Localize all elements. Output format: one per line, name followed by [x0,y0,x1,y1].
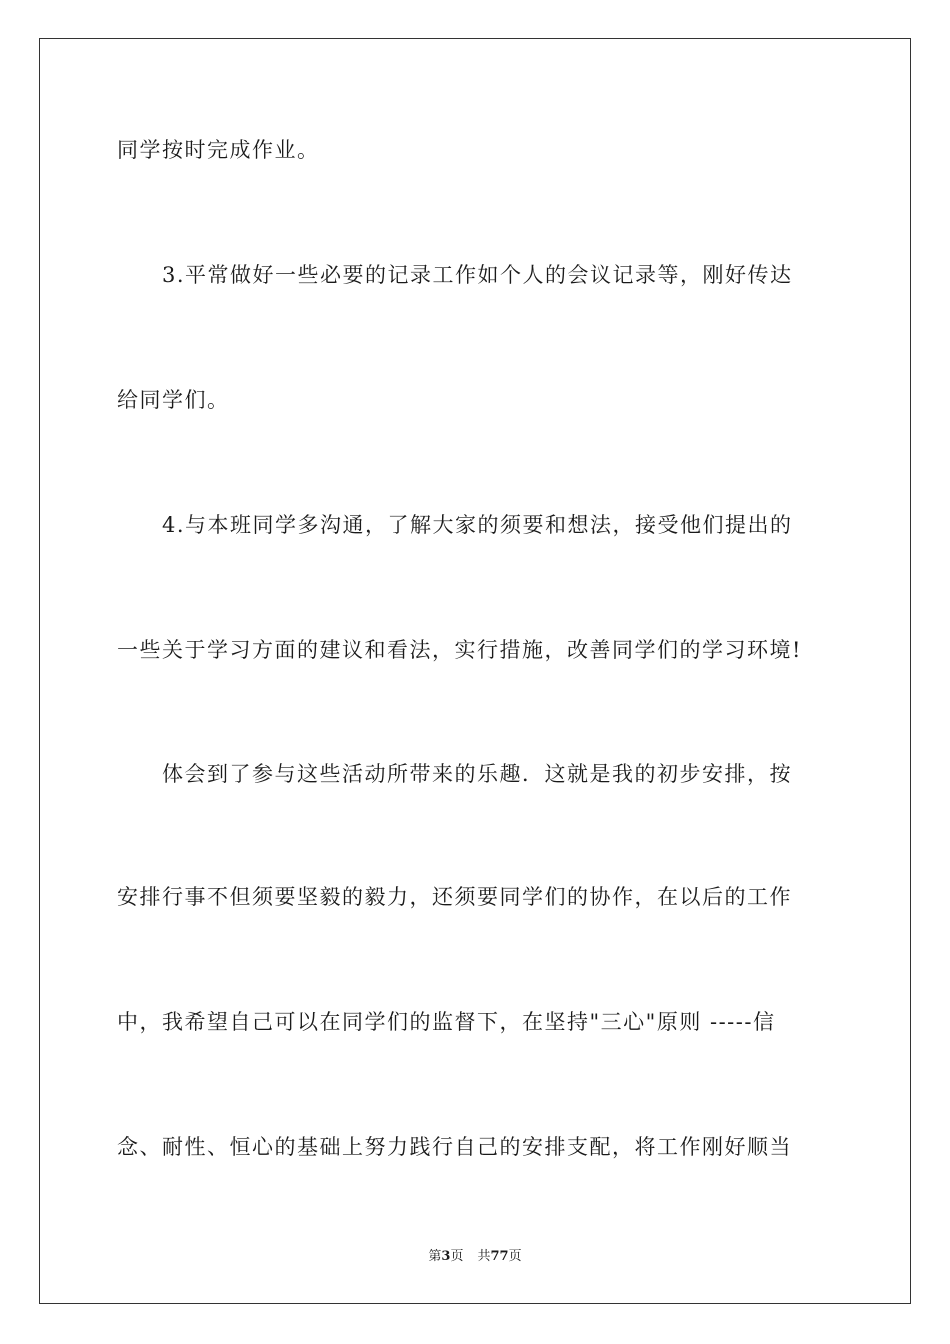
text-line-9: 念、耐性、恒心的基础上努力践行自己的安排支配，将工作刚好顺当 [117,1135,792,1159]
text-line-4: 4.与本班同学多沟通，了解大家的须要和想法，接受他们提出的 [162,513,793,537]
footer-page-number: 3 [441,1249,451,1264]
footer-total-pages: 77 [490,1249,509,1264]
text-line-7: 安排行事不但须要坚毅的毅力，还须要同学们的协作，在以后的工作 [117,885,792,909]
page-border [39,38,911,1304]
footer-page-prefix: 第 [428,1249,442,1264]
footer-total-prefix: 共 [477,1249,491,1264]
text-line-5: 一些关于学习方面的建议和看法，实行措施，改善同学们的学习环境! [117,638,802,662]
text-line-2: 3.平常做好一些必要的记录工作如个人的会议记录等，刚好传达 [162,263,793,287]
text-line-6: 体会到了参与这些活动所带来的乐趣．这就是我的初步安排，按 [162,762,792,786]
footer-total-suffix: 页 [508,1249,522,1264]
page-footer [0,1248,950,1266]
text-line-8: 中，我希望自己可以在同学们的监督下，在坚持"三心"原则 -----信 [117,1010,776,1034]
text-line-1: 同学按时完成作业。 [117,138,320,162]
footer-page-suffix: 页 [450,1249,464,1264]
text-line-3: 给同学们。 [117,388,230,412]
